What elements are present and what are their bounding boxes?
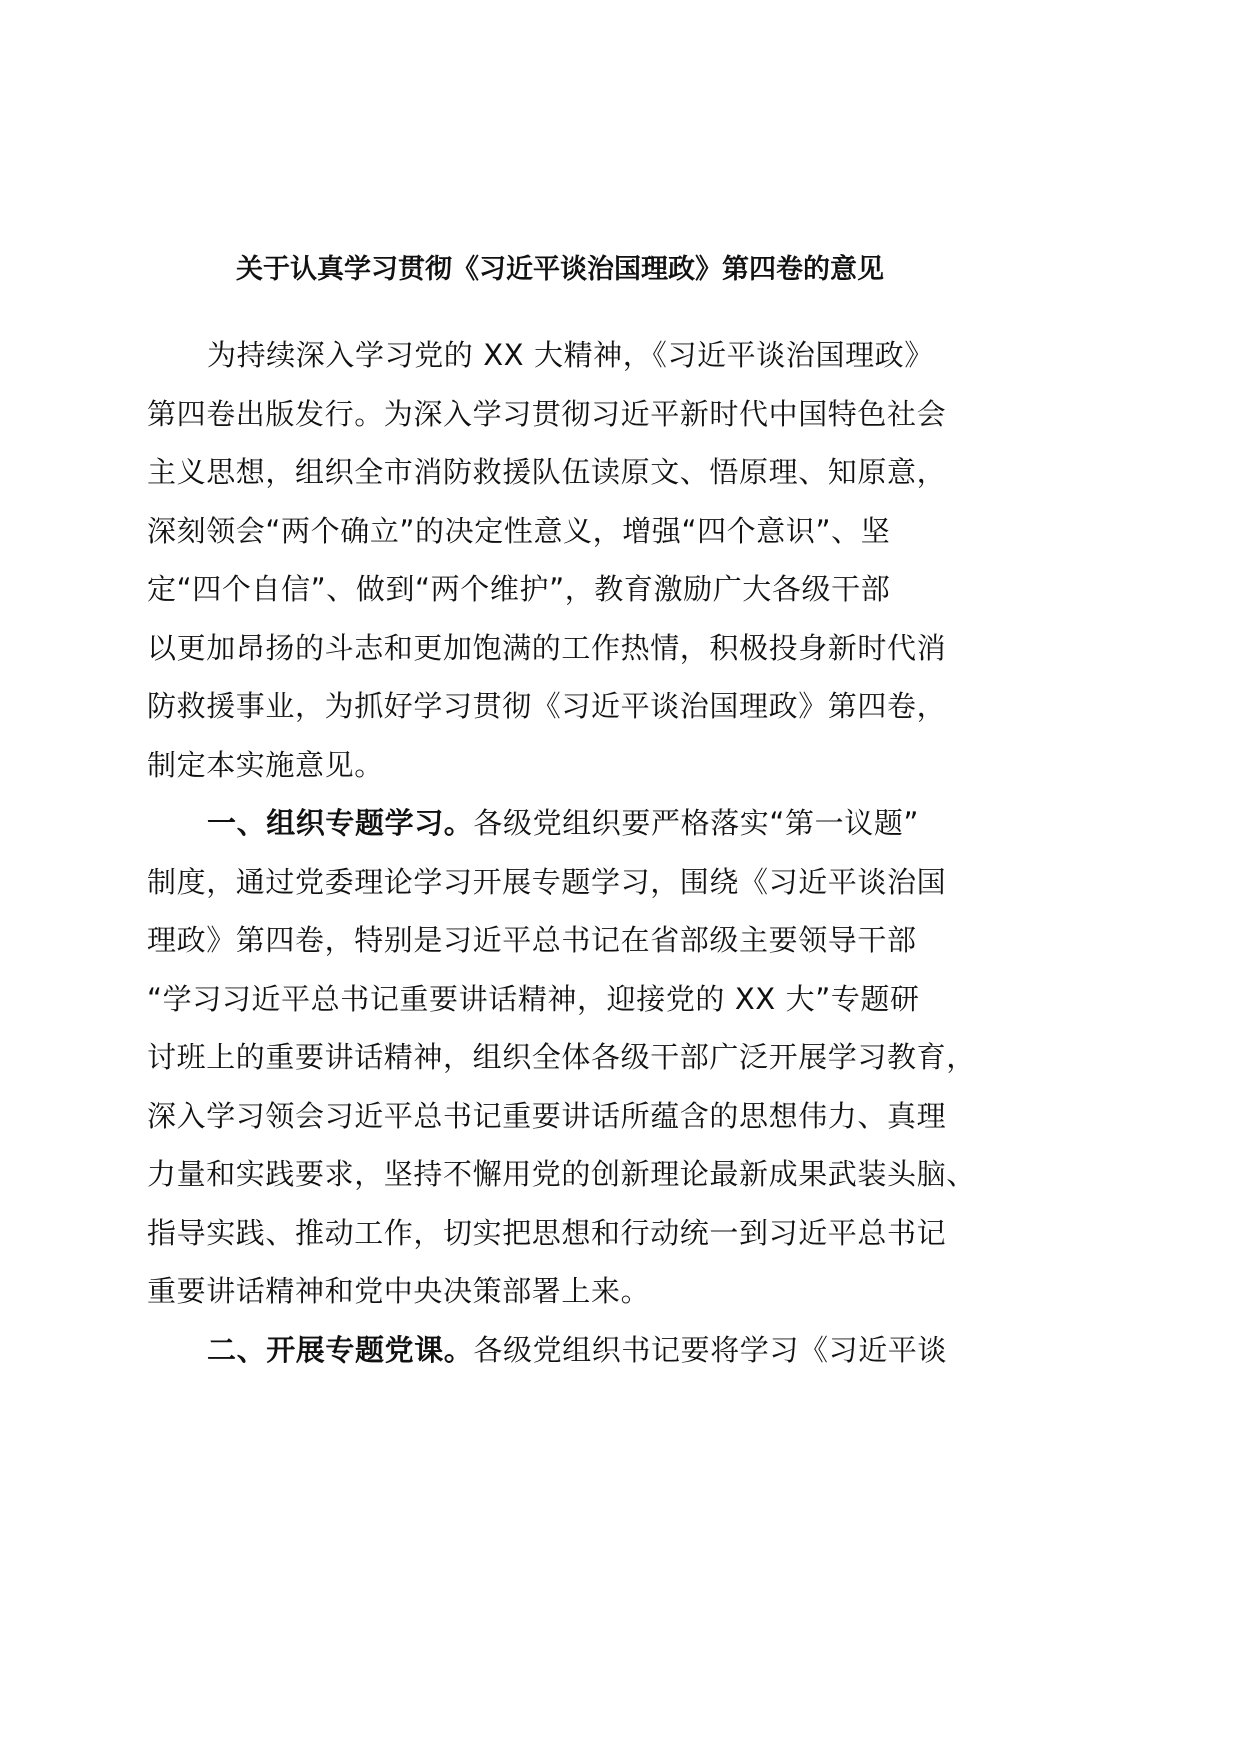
- paragraph-line: 力量和实践要求，坚持不懈用党的创新理论最新成果武装头脑、: [147, 1157, 976, 1191]
- section-2-first-line-text: 各级党组织书记要将学习《习近平谈: [473, 1332, 948, 1367]
- paragraph-line: 防救援事业，为抓好学习贯彻《习近平谈治国理政》第四卷，: [147, 689, 947, 723]
- paragraph-line: 以更加昂扬的斗志和更加饱满的工作热情，积极投身新时代消: [147, 630, 947, 665]
- paragraph-line: “学习习近平总书记重要讲话精神，迎接党的 XX 大”专题研: [147, 981, 920, 1016]
- paragraph-line: 指导实践、推动工作，切实把思想和行动统一到习近平总书记: [147, 1215, 947, 1250]
- section-1-heading: 一、组织专题学习。: [207, 806, 474, 840]
- paragraph-line: 理政》第四卷，特别是习近平总书记在省部级主要领导干部: [147, 923, 917, 957]
- paragraph-line: 重要讲话精神和党中央决策部署上来。: [147, 1274, 651, 1308]
- paragraph-line: 第四卷出版发行。为深入学习贯彻习近平新时代中国特色社会: [147, 396, 947, 431]
- paragraph-line: 制度，通过党委理论学习开展专题学习，围绕《习近平谈治国: [147, 864, 947, 899]
- paragraph-line: 主义思想，组织全市消防救援队伍读原文、悟原理、知原意，: [147, 455, 947, 489]
- paragraph-line: 定“四个自信”、做到“两个维护”，教育激励广大各级干部: [147, 572, 891, 606]
- section-2-paragraph: [147, 1321, 973, 1380]
- section-1-first-line-text: 各级党组织要严格落实“第一议题”: [473, 806, 920, 840]
- paragraph-line: 深刻领会“两个确立”的决定性意义，增强“四个意识”、坚: [147, 513, 891, 548]
- document-page: [147, 248, 976, 1379]
- paragraph-line: 深入学习领会习近平总书记重要讲话所蕴含的思想伟力、真理: [147, 1098, 947, 1133]
- section-1-first-line: [147, 794, 973, 853]
- section-2-heading: 二、开展专题党课。: [207, 1332, 474, 1367]
- intro-paragraph: [147, 326, 973, 794]
- section-2-first-line: [147, 1321, 973, 1380]
- paragraph-line: 讨班上的重要讲话精神，组织全体各级干部广泛开展学习教育，: [147, 1040, 976, 1074]
- paragraph-line: 制定本实施意见。: [147, 747, 384, 782]
- document-title: 关于认真学习贯彻《习近平谈治国理政》第四卷的意见: [236, 254, 884, 285]
- section-1-paragraph: [147, 794, 976, 1321]
- paragraph-line: 为持续深入学习党的 XX 大精神，《习近平谈治国理政》: [207, 338, 934, 372]
